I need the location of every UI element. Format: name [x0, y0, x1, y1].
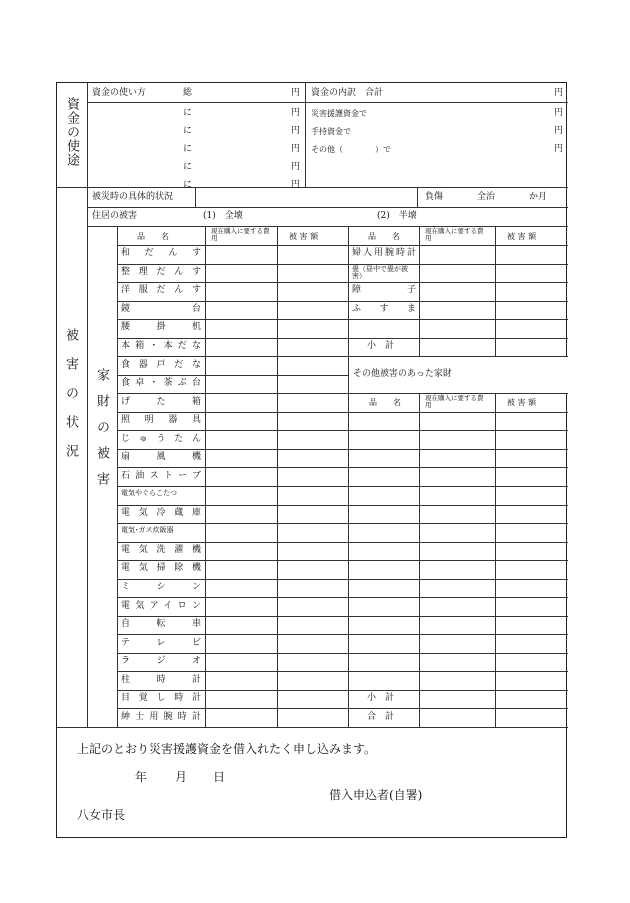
rule-horizontal	[87, 207, 568, 208]
rule-horizontal	[348, 542, 568, 543]
rule-vertical	[87, 187, 88, 727]
date-day: 日	[213, 770, 226, 784]
household-item: テレビ	[121, 637, 201, 648]
statement: 上記のとおり災害援護資金を借入れたく申し込みます。	[77, 742, 377, 756]
household-item: げた箱	[121, 396, 201, 407]
household-item: 石油ストーブ	[121, 470, 201, 481]
usage-row-yen: 円	[291, 180, 301, 190]
rule-horizontal	[348, 671, 568, 672]
months-label: か月	[529, 192, 548, 202]
rule-horizontal	[117, 375, 348, 376]
subtotal-1: 小 計	[367, 340, 395, 351]
usage-row-ni: に	[183, 180, 193, 190]
damage-section-label: 被害の状況	[63, 328, 78, 473]
applicant-label: 借入申込者(自署)	[329, 788, 423, 802]
breakdown-total-yen: 円	[554, 88, 564, 98]
rule-vertical	[195, 187, 196, 207]
rule-horizontal	[117, 430, 348, 431]
household-item: 電気洗濯機	[121, 544, 201, 555]
household-item: 洋服だんす	[121, 285, 201, 296]
funds-section-label: 資金の使途	[64, 97, 79, 167]
rule-horizontal	[117, 579, 348, 580]
application-form	[56, 82, 567, 838]
household-item: 電気やぐらこたつ	[121, 489, 177, 498]
total-label: 総	[183, 88, 193, 98]
rule-horizontal	[117, 690, 348, 691]
rule-horizontal	[348, 412, 568, 413]
household-item: 食器戸だな	[121, 359, 201, 370]
right2-col-amount: 被 害 額	[507, 398, 537, 408]
household-item: 照明器具	[121, 415, 201, 426]
household-item: 電気冷蔵庫	[121, 507, 201, 518]
household-label: 家財の被害	[94, 368, 109, 498]
rule-horizontal	[117, 708, 348, 709]
right-col-item: 品 名	[368, 232, 400, 241]
household-item: 和だんす	[121, 248, 201, 259]
household-item: 整理だんす	[121, 266, 201, 277]
rule-horizontal	[348, 301, 568, 302]
household-item: 電気アイロン	[121, 600, 201, 611]
rule-horizontal	[87, 102, 568, 103]
usage-row-yen: 円	[291, 144, 301, 154]
rule-horizontal	[117, 412, 348, 413]
rule-horizontal	[117, 486, 348, 487]
household-item: 自転車	[121, 619, 201, 630]
rule-horizontal	[348, 523, 568, 524]
usage-row-ni: に	[183, 144, 193, 154]
rule-horizontal	[117, 467, 348, 468]
household-item: 目覚し時計	[121, 693, 201, 704]
household-item-right: 婦人用腕時計	[352, 248, 416, 259]
household-item: じゅうたん	[121, 433, 201, 444]
breakdown-yen-2: 円	[554, 126, 564, 136]
rule-horizontal	[117, 523, 348, 524]
usage-row-yen: 円	[291, 108, 301, 118]
rule-horizontal	[348, 616, 568, 617]
usage-row-ni: に	[183, 108, 193, 118]
subtotal-2: 小 計	[367, 693, 395, 704]
right2-col-cost: 現在購入に要する費用	[425, 394, 484, 410]
rule-horizontal	[117, 634, 348, 635]
household-item: ミシン	[121, 581, 201, 592]
household-item: 腰掛机	[121, 322, 201, 333]
right2-col-item: 品 名	[369, 398, 401, 408]
rule-horizontal	[348, 653, 568, 654]
rule-horizontal	[348, 486, 568, 487]
rule-horizontal	[348, 579, 568, 580]
rule-horizontal	[348, 319, 568, 320]
left-col-cost: 現在購入に要する費用	[211, 227, 270, 242]
breakdown-item-3: その他（ ）で	[311, 145, 391, 154]
rule-horizontal	[117, 393, 348, 394]
rule-horizontal	[117, 505, 348, 506]
rule-vertical	[87, 83, 88, 187]
rule-horizontal	[348, 597, 568, 598]
breakdown-yen-3: 円	[554, 144, 564, 154]
rule-vertical	[305, 83, 306, 187]
rule-horizontal	[348, 467, 568, 468]
other-damage-label: その他被害のあった家財	[353, 368, 452, 379]
usage-label: 資金の使い方	[92, 88, 147, 98]
rule-horizontal	[117, 282, 348, 283]
usage-row-yen: 円	[291, 126, 301, 136]
rule-horizontal	[117, 319, 348, 320]
rule-horizontal	[117, 356, 348, 357]
usage-row-ni: に	[183, 162, 193, 172]
rule-horizontal	[117, 264, 348, 265]
rule-horizontal	[348, 449, 568, 450]
rule-vertical	[417, 187, 418, 207]
left-col-amount: 被 害 額	[289, 232, 319, 241]
rule-horizontal	[117, 449, 348, 450]
rule-horizontal	[117, 542, 348, 543]
rule-horizontal	[57, 727, 568, 728]
breakdown-yen-1: 円	[554, 108, 564, 118]
household-item: ラジオ	[121, 656, 201, 667]
rule-horizontal	[117, 653, 348, 654]
house-option-1: (1) 全壊	[203, 211, 243, 221]
rule-horizontal	[117, 616, 348, 617]
right-col-cost: 現在購入に要する費用	[425, 227, 484, 242]
left-col-item: 品 名	[137, 232, 169, 241]
injury-label: 負傷	[425, 192, 444, 202]
rule-horizontal	[348, 430, 568, 431]
rule-horizontal	[117, 597, 348, 598]
total-yen: 円	[291, 88, 301, 98]
rule-horizontal	[117, 245, 568, 246]
rule-horizontal	[348, 560, 568, 561]
usage-row-yen: 円	[291, 162, 301, 172]
rule-horizontal	[348, 690, 568, 691]
date-year: 年	[135, 770, 148, 784]
grand-total: 合 計	[367, 711, 395, 722]
rule-horizontal	[348, 634, 568, 635]
rule-horizontal	[348, 282, 568, 283]
breakdown-item-2: 手持資金で	[311, 127, 351, 136]
situation-label: 被災時の具体的状況	[92, 192, 174, 202]
rule-horizontal	[348, 338, 568, 339]
rule-horizontal	[117, 560, 348, 561]
right-col-amount: 被 害 額	[507, 232, 537, 241]
household-item: 柱時計	[121, 674, 201, 685]
rule-horizontal	[348, 505, 568, 506]
household-item: 扇風機	[121, 452, 201, 463]
date-month: 月	[175, 770, 188, 784]
household-item: 鏡台	[121, 303, 201, 314]
household-item: 電気掃除機	[121, 563, 201, 574]
house-option-2: (2) 半壊	[377, 211, 417, 221]
rule-horizontal	[348, 708, 568, 709]
household-item: 紳士用腕時計	[121, 711, 201, 722]
rule-horizontal	[117, 301, 348, 302]
household-item: 本箱・本だな	[121, 340, 201, 351]
household-item-right: 障子	[352, 285, 416, 296]
rule-horizontal	[117, 671, 348, 672]
house-label: 住居の被害	[92, 211, 138, 221]
household-item: 電気･ガス炊飯器	[121, 526, 174, 535]
rule-horizontal	[117, 338, 348, 339]
household-item-right: 畳（昼中で畳が被害）	[352, 264, 408, 280]
breakdown-label: 資金の内訳 合計	[311, 88, 384, 98]
recipient-label: 八女市長	[77, 808, 126, 822]
rule-horizontal	[57, 187, 568, 188]
breakdown-item-1: 災害援護資金で	[311, 109, 367, 118]
household-item: 食卓・茶ぶ台	[121, 378, 201, 389]
recovery-label: 全治	[477, 192, 496, 202]
household-item-right: ふすま	[352, 303, 416, 314]
usage-row-ni: に	[183, 126, 193, 136]
